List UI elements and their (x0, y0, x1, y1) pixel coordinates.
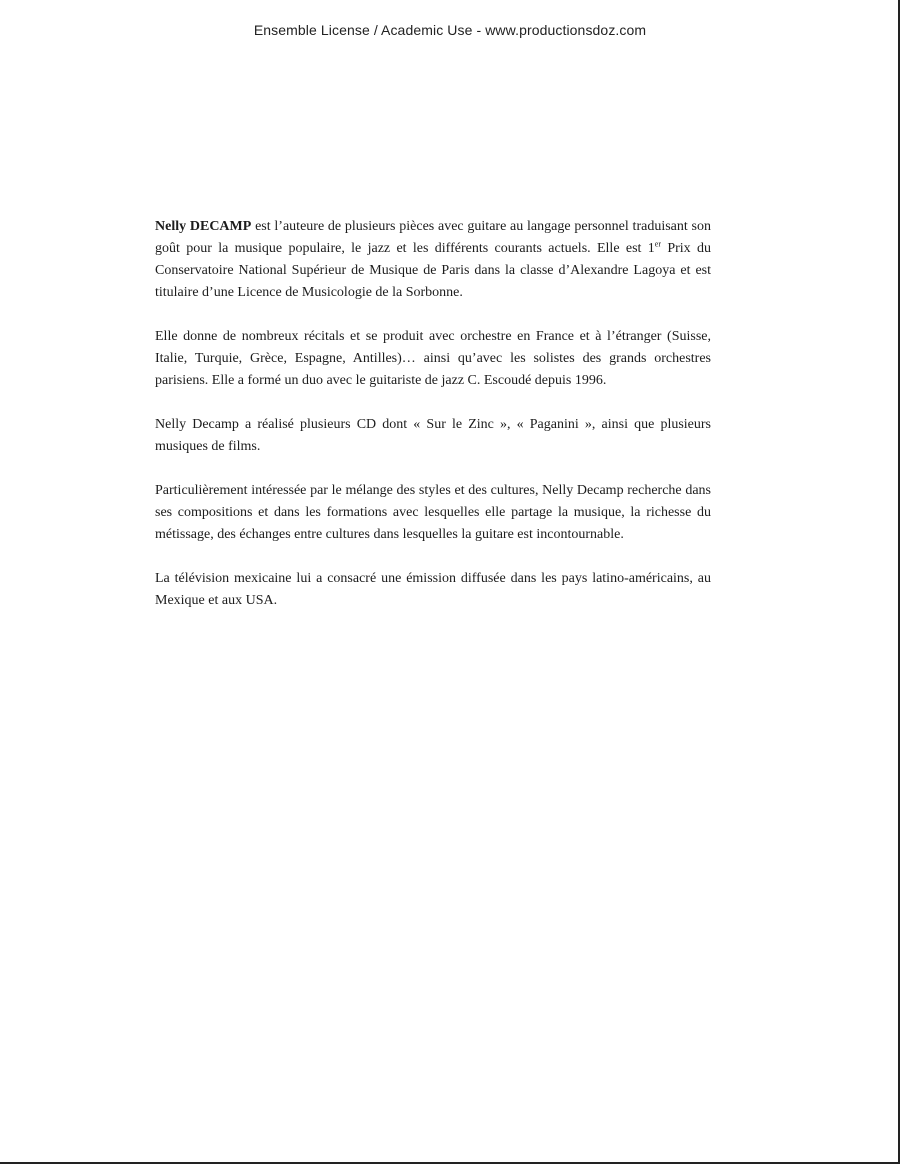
bio-paragraph-5: La télévision mexicaine lui a consacré une émission diffusée dans les pays latino-américains, au Mexique et aux USA. (155, 571, 711, 608)
bio-paragraph-2: Elle donne de nombreux récitals et se produit avec orchestre en France et à l’étranger (Suisse, Italie, Turquie, Grèce, Espagne, Antilles)… ainsi qu’avec les solistes des grands orchestres parisiens. Elle a formé un duo avec le guitariste de jazz C. Escoudé depuis 1996. (155, 329, 711, 388)
bio-paragraph-1 (155, 216, 711, 304)
bio-paragraph-3: Nelly Decamp a réalisé plusieurs CD dont « Sur le Zinc », « Paganini », ainsi que plusieurs musiques de films. (155, 417, 711, 454)
bio-paragraph-1-text-b: Prix du Conservatoire National Supérieur de Musique de Paris dans la classe d’Alexandre Lagoya et est titulaire d’une Licence de Musicologie de la Sorbonne. (155, 241, 711, 300)
license-header: Ensemble License / Academic Use - www.productionsdoz.com (253, 22, 647, 38)
bio-paragraph-4: Particulièrement intéressée par le mélange des styles et des cultures, Nelly Decamp recherche dans ses compositions et dans les formations avec lesquelles elle partage la musique, la richesse du métissage, des échanges entre cultures dans lesquelles la guitare est incontournable. (155, 483, 711, 542)
ordinal-superscript: er (654, 239, 661, 249)
biography-text (155, 216, 711, 634)
author-name: Nelly DECAMP (155, 219, 252, 234)
bio-paragraph-1-text-a: est l’auteure de plusieurs pièces avec guitare au langage personnel traduisant son goût pour la musique populaire, le jazz et les différents courants actuels. Elle est 1 (155, 219, 711, 256)
